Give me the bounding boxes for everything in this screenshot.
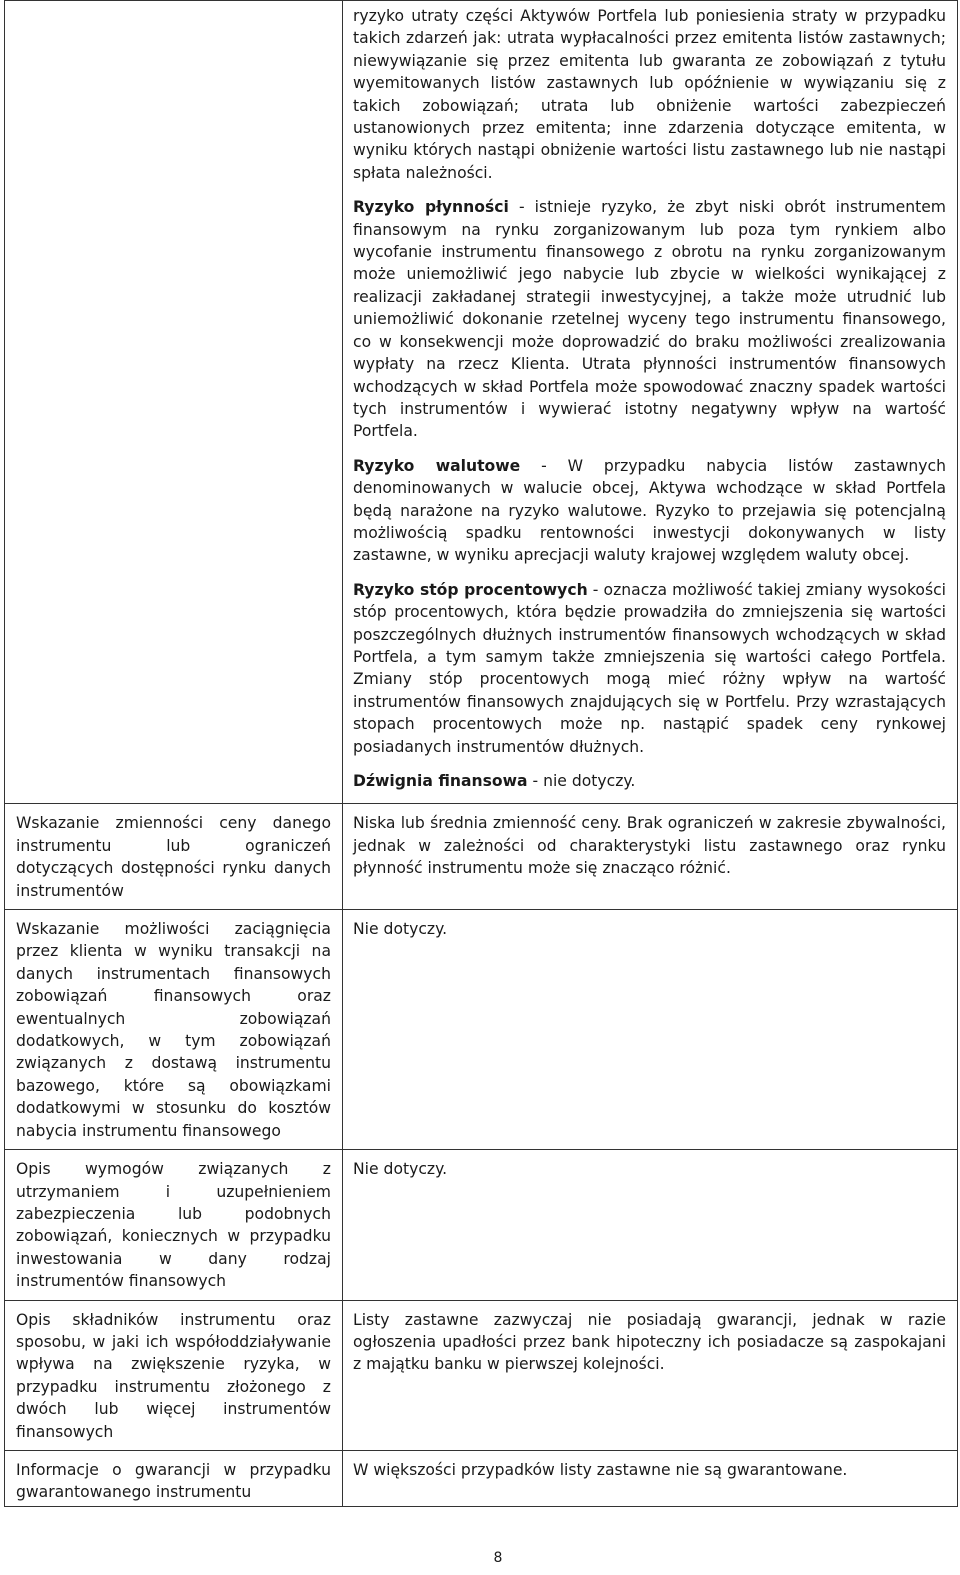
risk-description-cell xyxy=(343,1,958,804)
table-row-risks xyxy=(5,1,958,804)
table-row xyxy=(5,1450,958,1506)
table-row xyxy=(5,1300,958,1450)
row-value-cell xyxy=(343,910,958,1150)
liquidity-risk-text: - istnieje ryzyko, że zbyt niski obrót instrumentem finansowym na rynku zorganizowanym lub poza tym rynkiem albo wycofanie instrumentu finansowego z obrotu na rynku zorganizowanym może uniemożliwić jego nabycie lub zbycie w wielkości wynikającej z realizacji zakładanej strategii inwestycyjnej, a także może utrudnić lub uniemożliwić dokonanie rzetelnej wyceny tego instrumentu finansowego, co w konsekwencji może doprowadzić do braku możliwości zrealizowania wypłaty na rzecz Klienta. Utrata płynności instrumentów finansowych wchodzących w skład Portfela może spowodować znaczny spadek wartości tych instrumentów i wywierać istotny negatywny wpływ na wartość Portfela. xyxy=(353,198,946,441)
row-label-cell xyxy=(5,804,343,910)
instrument-info-table xyxy=(4,0,958,1507)
liquidity-risk-paragraph xyxy=(353,196,946,442)
leverage-paragraph xyxy=(353,770,946,792)
guarantee-info-value: W większości przypadków listy zastawne nie są gwarantowane. xyxy=(353,1460,848,1479)
instrument-components-label: Opis składników instrumentu oraz sposobu, w jaki ich współoddziaływanie wpływa na zwiększenie ryzyka, w przypadku instrumentu złożonego z dwóch lub więcej instrumentów finansowych xyxy=(16,1310,331,1441)
empty-label-cell xyxy=(5,1,343,804)
row-label-cell xyxy=(5,1150,343,1300)
row-value-cell xyxy=(343,1300,958,1450)
price-volatility-label: Wskazanie zmienności ceny danego instrumentu lub ograniczeń dotyczących dostępności rynku danych instrumentów xyxy=(16,814,331,900)
guarantee-info-label: Informacje o gwarancji w przypadku gwarantowanego instrumentu xyxy=(16,1460,331,1502)
price-volatility-value: Niska lub średnia zmienność ceny. Brak ograniczeń w zakresie zbywalności, jednak w zależności od charakterystyki listu zastawnego oraz rynku płynność instrumentu może się znacząco różnić. xyxy=(353,814,946,878)
page-number: 8 xyxy=(493,1550,503,1566)
collateral-requirements-value: Nie dotyczy. xyxy=(353,1160,448,1179)
row-value-cell xyxy=(343,804,958,910)
currency-risk-term: Ryzyko walutowe xyxy=(353,456,521,475)
leverage-text: - nie dotyczy. xyxy=(527,772,636,790)
row-label-cell xyxy=(5,910,343,1150)
row-value-cell xyxy=(343,1150,958,1300)
table-row xyxy=(5,804,958,910)
instrument-components-value: Listy zastawne zazwyczaj nie posiadają gwarancji, jednak w razie ogłoszenia upadłości przez bank hipoteczny ich posiadacze są zaspokajani z majątku banku w pierwszej kolejności. xyxy=(353,1310,946,1374)
table-row xyxy=(5,1150,958,1300)
currency-risk-paragraph xyxy=(353,455,946,567)
credit-risk-continuation: ryzyko utraty części Aktywów Portfela lub poniesienia straty w przypadku takich zdarzeń jak: utrata wypłacalności przez emitenta listów zastawnych; niewywiązanie się przez emitenta lub gwaranta ze zobowiązań z tytułu wyemitowanych listów zastawnych lub opóźnienie w wywiązaniu się z takich zobowiązań; utrata lub obniżenie wartości zabezpieczeń ustanowionych przez emitenta; inne zdarzenia dotyczące emitenta, w wyniku których nastąpi obniżenie wartości listu zastawnego lub nie nastąpi spłata należności. xyxy=(353,7,946,182)
liquidity-risk-term: Ryzyko płynności xyxy=(353,198,509,217)
client-obligations-label: Wskazanie możliwości zaciągnięcia przez klienta w wyniku transakcji na danych instrumentach finansowych zobowiązań finansowych oraz ewentualnych zobowiązań dodatkowych, w tym zobowiązań związanych z dostawą instrumentu bazowego, które są obowiązkami dodatkowymi w stosunku do kosztów nabycia instrumentu finansowego xyxy=(16,920,331,1140)
row-label-cell xyxy=(5,1450,343,1506)
interest-rate-risk-paragraph xyxy=(353,579,946,758)
leverage-term: Dźwignia finansowa xyxy=(353,772,528,790)
currency-risk-text: - W przypadku nabycia listów zastawnych denominowanych w walucie obcej, Aktywa wchodzące w skład Portfela będą narażone na ryzyko walutowe. Ryzyko to przejawia się potencjalną możliwością spadku rentowności inwestycji dokonywanych w listy zastawne, w wyniku aprecjacji waluty krajowej względem waluty obcej. xyxy=(353,456,946,565)
row-label-cell xyxy=(5,1300,343,1450)
row-value-cell xyxy=(343,1450,958,1506)
interest-rate-risk-term: Ryzyko stóp procentowych xyxy=(353,580,588,599)
interest-rate-risk-text: - oznacza możliwość takiej zmiany wysokości stóp procentowych, która będzie prowadziła do zmniejszenia się wartości poszczególnych dłużnych instrumentów finansowych wchodzących w skład Portfela, a tym samym także zmniejszenia się wartości całego Portfela. Zmiany stóp procentowych mogą mieć różny wpływ na wartość instrumentów finansowych znajdujących się w Portfelu. Przy wzrastających stopach procentowych może np. nastąpić spadek ceny rynkowej posiadanych instrumentów dłużnych. xyxy=(353,580,946,756)
table-row xyxy=(5,910,958,1150)
client-obligations-value: Nie dotyczy. xyxy=(353,920,448,939)
collateral-requirements-label: Opis wymogów związanych z utrzymaniem i uzupełnieniem zabezpieczenia lub podobnych zobowiązań, koniecznych w przypadku inwestowania w dany rodzaj instrumentów finansowych xyxy=(16,1160,331,1291)
